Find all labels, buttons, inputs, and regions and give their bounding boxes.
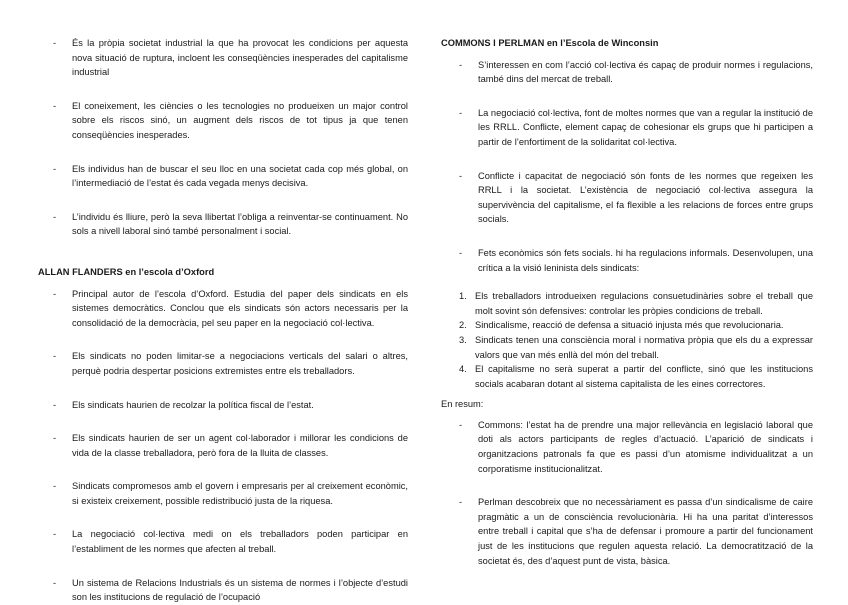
list-item: - Els sindicats haurien de ser un agent col·laborador i millorar les condicions de vida de la classe treballadora, però fora de la lluita de classes.: [38, 431, 408, 460]
item-number: 3.: [459, 334, 467, 345]
list-item: - Fets econòmics són fets socials. hi ha regulacions informals. Desenvolupen, una crítica a la visió leninista dels sindicats:: [441, 246, 813, 275]
list-item: - La negociació col·lectiva, font de moltes normes que van a regular la institució de les RRLL. Conflicte, element capaç de cohesionar els grups que hi participen a partir de l’enfortiment de la solidaritat col·lectiva.: [441, 106, 813, 150]
list-item: - Perlman descobreix que no necessàriament es passa d’un sindicalisme de caire pragmàtic a un de consciència revolucionària. Hi ha una paritat d’interessos entre treball i capital que s’ha de defensar i promoure a partir del funcionament just de les institucions que regulen aquesta relació. La democratització de la societat és, des d’aquest punt de vista, bàsica.: [441, 495, 813, 568]
bullet-list-flanders: [38, 287, 408, 605]
list-item: - Commons: l’estat ha de prendre una major rellevància en legislació laboral que doti als actors participants de regles d’actuació. L’aparició de sindicats i organitzacions patronals fa que es passi d’un atomisme individualitzat a un corporatisme institucionalitzat.: [441, 418, 813, 476]
bullet-list-commons: [441, 58, 813, 276]
numbered-item: [441, 318, 813, 333]
list-item: - Principal autor de l’escola d’Oxford. Estudia del paper dels sindicats en els sistemes democràtics. Conclou que els sindicats són actors necessaris per la consolidació de la democràcia, pel seu paper en la negociació col·lectiva.: [38, 287, 408, 331]
item-text: Els treballadors introdueixen regulacions consuetudinàries sobre el treball que molt sovint són defensives: controlar les pròpies condicions de treball.: [475, 291, 813, 316]
list-item: - Els individus han de buscar el seu lloc en una societat cada cop més global, on l’intermediació de l’estat és cada vegada menys decisiva.: [38, 162, 408, 191]
list-item: - Sindicats compromesos amb el govern i empresaris per al creixement econòmic, si existeix creixement, possible redistribució justa de la riquesa.: [38, 479, 408, 508]
list-item: - S’interessen en com l’acció col·lectiva és capaç de produir normes i regulacions, també dins del mercat de treball.: [441, 58, 813, 87]
right-column: [441, 36, 813, 568]
section-heading-flanders: ALLAN FLANDERS en l’escola d’Oxford: [38, 266, 215, 277]
list-item: - El coneixement, les ciències o les tecnologies no produeixen un major control sobre els riscos sinó, un augment dels riscos de tot tipus ja que tenen conseqüències inesperades.: [38, 99, 408, 143]
list-item: - L’individu és lliure, però la seva llibertat l’obliga a reinventar-se continuament. No sols a nivell laboral sinó també personalment i social.: [38, 210, 408, 239]
list-item: - La negociació col·lectiva medi on els treballadors poden participar en l’establiment de les normes que afecten al treball.: [38, 527, 408, 556]
bullet-list-intro: [38, 36, 408, 239]
item-text: El capitalisme no serà superat a partir del conflicte, sinó que les institucions socials acabaran dotant al sistema capitalista de les eines correctores.: [475, 364, 813, 389]
section-heading-commons-perlman: COMMONS I PERLMAN en l’Escola de Winconsin: [441, 38, 659, 48]
item-number: 2.: [459, 320, 467, 331]
numbered-list: [441, 289, 813, 391]
item-number: 4.: [459, 364, 467, 375]
numbered-item: [441, 289, 813, 318]
numbered-item: [441, 362, 813, 391]
numbered-item: [441, 333, 813, 362]
bullet-list-summary: [441, 418, 813, 568]
list-item: - És la pròpia societat industrial la que ha provocat les condicions per aquesta nova situació de ruptura, incloent les conseqüències inesperades del capitalisme industrial: [38, 36, 408, 80]
item-text: Sindicalisme, reacció de defensa a situació injusta més que revolucionaria.: [475, 320, 784, 331]
item-text: Sindicats tenen una consciència moral i normativa pròpia que els du a expressar valors que van més enllà del món del treball.: [475, 334, 813, 360]
list-item: - Conflicte i capacitat de negociació són fonts de les normes que regeixen les RRLL i la societat. L’existència de negociació col·lectiva assegura la supervivència del capitalisme, el fa flexible a les relacions de forces entre grups socials.: [441, 169, 813, 227]
item-number: 1.: [459, 291, 467, 302]
list-item: - Els sindicats no poden limitar-se a negociacions verticals del salari o altres, perquè podria despertar posicions extremistes entre els treballadors.: [38, 349, 408, 378]
left-column: [38, 36, 408, 605]
list-item: - Un sistema de Relacions Industrials és un sistema de normes i l’objecte d’estudi son les institucions de regulació de l’ocupació: [38, 576, 408, 605]
summary-label: En resum:: [441, 399, 484, 410]
list-item: - Els sindicats haurien de recolzar la política fiscal de l’estat.: [38, 398, 408, 413]
